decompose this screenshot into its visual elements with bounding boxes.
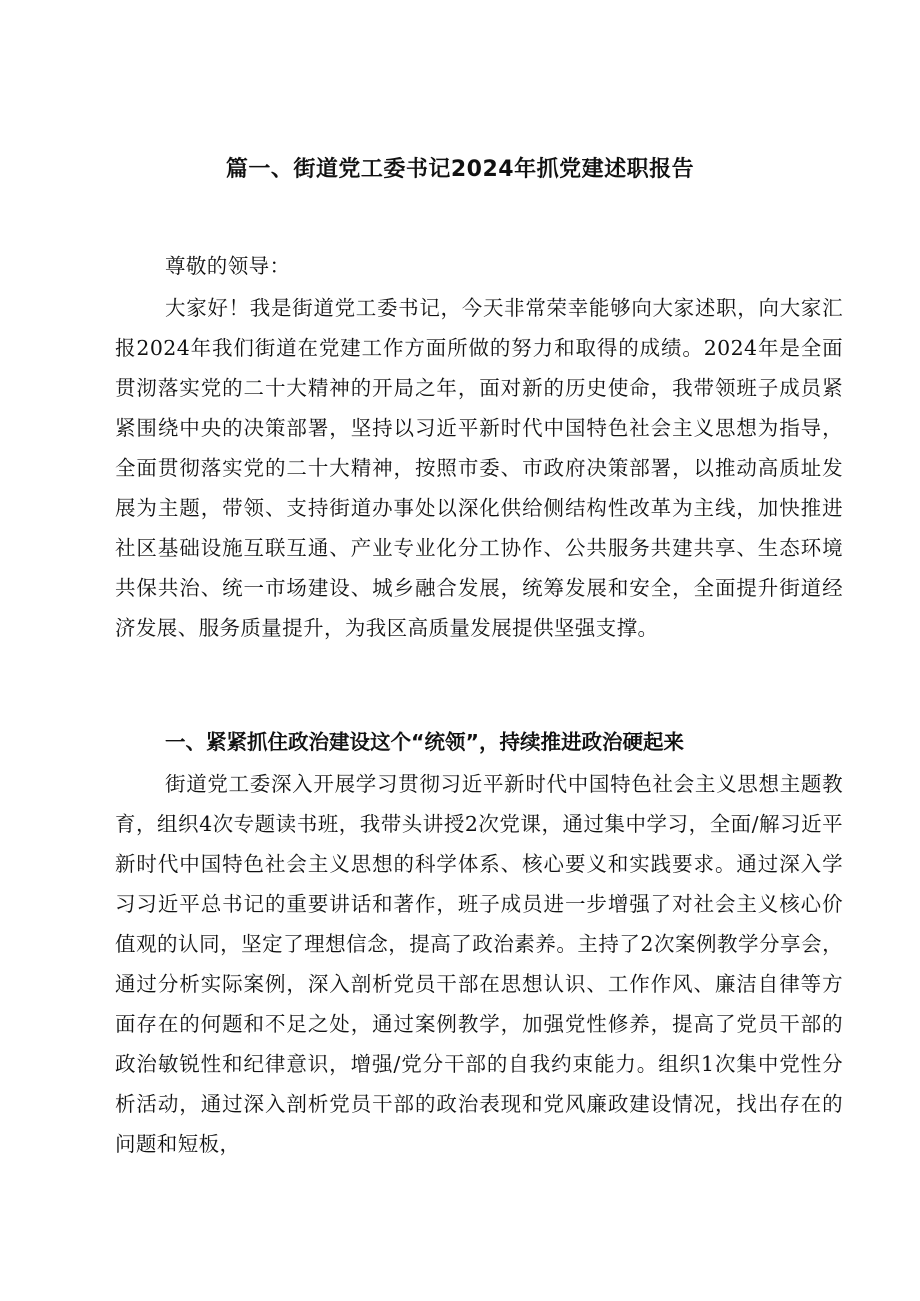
salutation: 尊敬的领导： <box>165 254 291 278</box>
section-heading-1: 一、紧紧抓住政治建设这个“统领”，持续推进政治硬起来 <box>165 730 684 754</box>
paragraph-section-1: 街道党工委深入开展学习贯彻习近平新时代中国特色社会主义思想主题教育，组织4次专题读书班，我带头讲授2次党课，通过集中学习，全面/解习近平新时代中国特色社会主义思想的科学体系、核心要义和实践要求。通过深入学习习近平总书记的重要讲话和著作，班子成员进一步增强了对社会主义核心价值观的认同，坚定了理想信念，提高了政治素养。主持了2次案例教学分享会，通过分析实际案例，深入剖析党员干部在思想认识、工作作风、廉洁自律等方面存在的何题和不足之处，通过案例教学，加强党性修养，提高了党员干部的政治敏锐性和纪律意识，增强/党分干部的自我约束能力。组织1次集中党性分析活动，通过深入剖析党员干部的政治表现和党风廉政建设情况，找出存在的问题和短板， <box>115 772 843 1156</box>
document-title: 篇一、街道党工委书记2024年抓党建述职报告 <box>225 157 695 182</box>
paragraph-intro: 大家好！我是街道党工委书记，今天非常荣幸能够向大家述职，向大家汇报2024年我们街道在党建工作方面所做的努力和取得的成绩。2024年是全面贯沏落实党的二十大精神的开局之年，面对新的历史使命，我带领班子成员紧紧围绕中央的决策部署，坚持以习近平新时代中国特色社会主义思想为指导，全面贯彻落实党的二十大精神，按照市委、市政府决策部署，以推动高质址发展为主题，带领、支持街道办事处以深化供给侧结构性改革为主线，加快推进社区基础设施互联互通、产业专业化分工协作、公共服务共建共享、生态环境共保共治、统一市场建设、城乡融合发展，统筹发展和安全，全面提升街道经济发展、服务质量提升，为我区高质量发展提供坚强支撑。 <box>115 296 843 640</box>
